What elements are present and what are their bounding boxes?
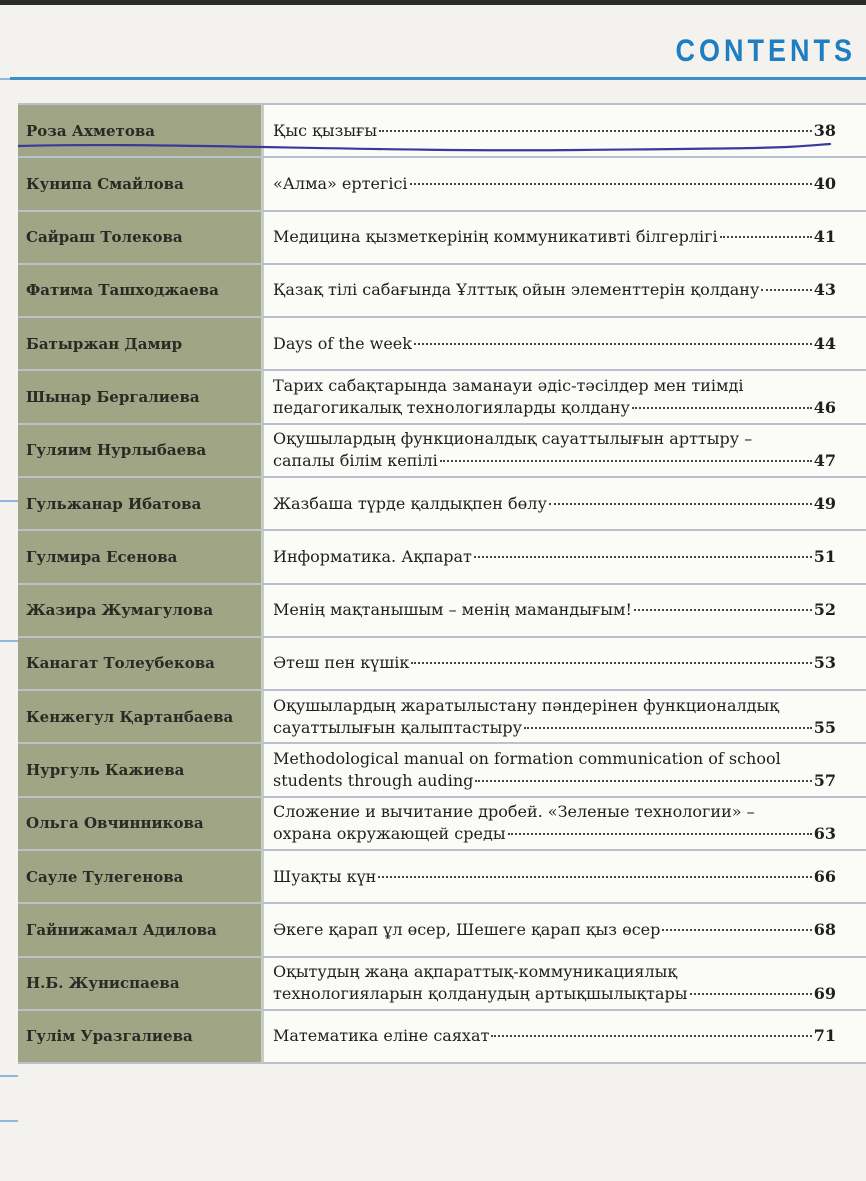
toc-row bbox=[18, 956, 866, 1009]
article-title-line: Шуақты күн bbox=[273, 866, 377, 886]
page-number: 46 bbox=[813, 398, 836, 418]
author-name: Нургуль Кажиева bbox=[18, 744, 261, 795]
dot-leader bbox=[474, 556, 812, 558]
dot-leader bbox=[475, 780, 811, 782]
page-number: 51 bbox=[813, 546, 836, 566]
dot-leader bbox=[524, 727, 812, 729]
dot-leader bbox=[411, 662, 811, 664]
toc-row bbox=[18, 316, 866, 369]
page-number: 44 bbox=[813, 333, 836, 353]
dot-leader bbox=[761, 289, 811, 291]
article-title-line: педагогикалық технологияларды қолдану bbox=[273, 398, 630, 418]
toc-row bbox=[18, 742, 866, 795]
toc-row bbox=[18, 1009, 866, 1064]
page-number: 41 bbox=[813, 227, 836, 247]
author-name: Гульжанар Ибатова bbox=[18, 478, 261, 529]
toc-row bbox=[18, 529, 866, 582]
article-title-line: технологияларын қолданудың артықшылықтары bbox=[273, 984, 688, 1004]
toc-row bbox=[18, 476, 866, 529]
article-title-line: «Алма» ертегісі bbox=[273, 173, 408, 193]
article-title-line: Математика еліне саяхат bbox=[273, 1026, 490, 1046]
toc-entry bbox=[261, 478, 866, 529]
page-number: 43 bbox=[813, 280, 836, 300]
article-title-line: Оқушылардың жаратылыстану пәндерінен функционалдық bbox=[273, 695, 779, 715]
dot-leader bbox=[440, 460, 812, 462]
toc-entry bbox=[261, 158, 866, 209]
article-title-line: Қыс қызығы bbox=[273, 120, 378, 140]
author-name: Гайнижамал Адилова bbox=[18, 904, 261, 955]
page-number: 40 bbox=[813, 173, 836, 193]
author-name: Ольга Овчинникова bbox=[18, 798, 261, 849]
article-title-line: Менің мақтанышым – менің мамандығым! bbox=[273, 600, 632, 620]
author-name: Н.Б. Жуниспаева bbox=[18, 958, 261, 1009]
toc-entry bbox=[261, 212, 866, 263]
toc-row bbox=[18, 156, 866, 209]
toc-entry bbox=[261, 371, 866, 422]
author-name: Гуляим Нурлыбаева bbox=[18, 425, 261, 476]
dot-leader bbox=[632, 407, 812, 409]
dot-leader bbox=[720, 236, 812, 238]
pen-underline-mark bbox=[18, 128, 838, 158]
page-number: 68 bbox=[813, 919, 836, 939]
dot-leader bbox=[378, 876, 811, 878]
article-title-line: сауаттылығын қалыптастыру bbox=[273, 717, 523, 737]
page-number: 49 bbox=[813, 493, 836, 513]
author-name: Кенжегул Қартанбаева bbox=[18, 691, 261, 742]
toc-entry bbox=[261, 1011, 866, 1062]
toc-row bbox=[18, 423, 866, 476]
page-number: 63 bbox=[813, 824, 836, 844]
author-name: Канагат Толеубекова bbox=[18, 638, 261, 689]
dot-leader bbox=[414, 343, 812, 345]
article-title-line: сапалы білім кепілі bbox=[273, 451, 438, 471]
article-title-line: Тарих сабақтарында заманауи әдіс-тәсілдер мен тиімді bbox=[273, 376, 744, 396]
dot-leader bbox=[634, 609, 812, 611]
toc-entry bbox=[261, 851, 866, 902]
contents-table bbox=[18, 103, 866, 1064]
margin-line bbox=[0, 500, 18, 502]
page-number: 38 bbox=[813, 120, 836, 140]
toc-row bbox=[18, 636, 866, 689]
toc-row bbox=[18, 210, 866, 263]
article-title-line: Оқушылардың функционалдық сауаттылығын арттыру – bbox=[273, 429, 753, 449]
page-number: 52 bbox=[813, 600, 836, 620]
article-title-line: Оқытудың жаңа ақпараттық-коммуникациялық bbox=[273, 962, 678, 982]
toc-row bbox=[18, 263, 866, 316]
page-number: 66 bbox=[813, 866, 836, 886]
article-title-line: Methodological manual on formation communication of school bbox=[273, 749, 781, 769]
page-number: 47 bbox=[813, 451, 836, 471]
article-title-line: Медицина қызметкерінің коммуникативті білгерлігі bbox=[273, 227, 718, 247]
toc-entry bbox=[261, 798, 866, 849]
page-title: CONTENTS bbox=[675, 33, 856, 68]
author-name: Жазира Жумагулова bbox=[18, 585, 261, 636]
dot-leader bbox=[491, 1035, 811, 1037]
author-name: Шынар Бергалиева bbox=[18, 371, 261, 422]
page-number: 53 bbox=[813, 653, 836, 673]
author-name: Батыржан Дамир bbox=[18, 318, 261, 369]
title-underline bbox=[10, 77, 866, 80]
dot-leader bbox=[690, 993, 812, 995]
top-border bbox=[0, 0, 866, 5]
toc-entry bbox=[261, 904, 866, 955]
author-name: Кунипа Смайлова bbox=[18, 158, 261, 209]
toc-entry bbox=[261, 638, 866, 689]
dot-leader bbox=[662, 929, 811, 931]
page-number: 57 bbox=[813, 771, 836, 791]
page-number: 71 bbox=[813, 1026, 836, 1046]
margin-line bbox=[0, 1120, 18, 1122]
article-title-line: Жазбаша түрде қалдықпен бөлу bbox=[273, 493, 547, 513]
toc-row bbox=[18, 369, 866, 422]
toc-entry bbox=[261, 531, 866, 582]
toc-entry bbox=[261, 958, 866, 1009]
dot-leader bbox=[508, 833, 812, 835]
toc-entry bbox=[261, 691, 866, 742]
article-title-line: Информатика. Ақпарат bbox=[273, 546, 472, 566]
author-name: Гулмира Есенова bbox=[18, 531, 261, 582]
article-title-line: Әкеге қарап ұл өсер, Шешеге қарап қыз өсер bbox=[273, 919, 661, 939]
toc-row bbox=[18, 849, 866, 902]
margin-line bbox=[0, 640, 18, 642]
toc-row bbox=[18, 796, 866, 849]
toc-entry bbox=[261, 265, 866, 316]
author-name: Сайраш Толекова bbox=[18, 212, 261, 263]
author-name: Гулім Уразгалиева bbox=[18, 1011, 261, 1062]
article-title-line: Days of the week bbox=[273, 333, 412, 353]
article-title-line: Әтеш пен күшік bbox=[273, 653, 410, 673]
article-title-line: охрана окружающей среды bbox=[273, 824, 506, 844]
toc-entry bbox=[261, 585, 866, 636]
page-number: 69 bbox=[813, 984, 836, 1004]
toc-row bbox=[18, 689, 866, 742]
article-title-line: students through auding bbox=[273, 771, 474, 791]
author-name: Сауле Тулегенова bbox=[18, 851, 261, 902]
toc-entry bbox=[261, 425, 866, 476]
article-title-line: Қазақ тілі сабағында Ұлттық ойын элементтерін қолдану bbox=[273, 280, 760, 300]
author-name: Роза Ахметова bbox=[18, 105, 261, 156]
author-name: Фатима Ташходжаева bbox=[18, 265, 261, 316]
toc-row bbox=[18, 902, 866, 955]
toc-row bbox=[18, 583, 866, 636]
toc-entry bbox=[261, 744, 866, 795]
dot-leader bbox=[549, 503, 812, 505]
dot-leader bbox=[410, 183, 812, 185]
margin-line bbox=[0, 1075, 18, 1077]
page-number: 55 bbox=[813, 717, 836, 737]
toc-entry bbox=[261, 318, 866, 369]
article-title-line: Сложение и вычитание дробей. «Зеленые технологии» – bbox=[273, 802, 755, 822]
